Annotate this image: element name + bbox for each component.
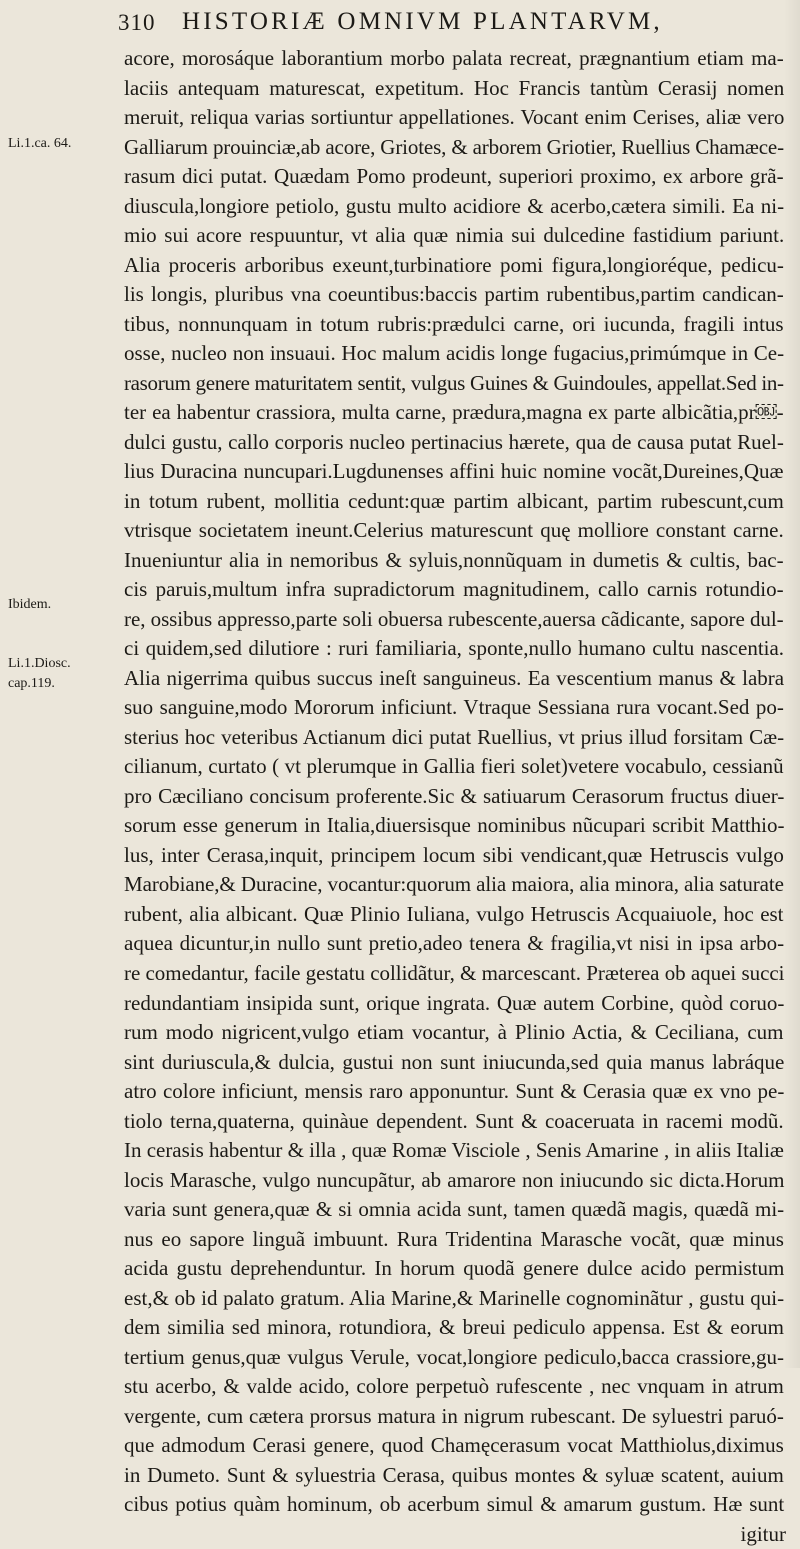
text-line: sorum esse generum in Italia,diuersisque nominibus nũcupari scribit Matthio- [124, 813, 785, 838]
text-line: sint duriusculа,& dulcia, gustui non sunt iniucunda,sed quia manus labráque [124, 1049, 785, 1074]
text-line: in totum rubent, mollitia cedunt:quæ partim albicant, partim rubescunt,cum [124, 488, 784, 513]
text-line: ter ea habentur crassiora, multa carne, prædura,magna ex parte albicãtia,pr￼- [124, 400, 784, 425]
text-line: tertium genus,quæ vulgus Verule, vocat,longiore pediculo,bacca crassiore,gu- [124, 1344, 785, 1369]
text-line: Marobiane,& Duracine, vocantur:quorum alia maiora, alia minora, alia saturate [124, 872, 784, 897]
text-line: In cerasis habentur & illa , quæ Romæ Visciole , Senis Amarine , in aliis Italiæ [124, 1138, 784, 1163]
text-line: meruit, reliqua varias sortiuntur appellationes. Vocant enim Cerises, aliæ vero [124, 105, 785, 130]
text-line: in Dumeto. Sunt & syluestria Cerasa, quibus montes & syluæ scatent, auium [124, 1462, 784, 1487]
text-line: Inueniuntur alia in nemoribus & syluis,nonnũquam in dumetis & cultis, bac- [124, 547, 784, 572]
text-line: aquea dicuntur,in nullo sunt pretio,adeo tenera & fragilia,vt nisi in ipsa arbo- [124, 931, 785, 956]
margin-note: Li.1.ca. 64. [8, 136, 72, 151]
text-line: igitur [740, 1521, 786, 1546]
text-line: atro colore inficiunt, mensis raro apponuntur. Sunt & Cerasia quæ ex vno pe- [124, 1079, 785, 1104]
text-line: Alia proceris arboribus exeunt,turbinatiore pomi figura,longioréque, pedicu- [124, 252, 784, 277]
text-line: cilianum, curtato ( vt plerumque in Gallia fieri solet)vetere vocabulo, cessianũ [124, 754, 784, 779]
text-line: dulci gustu, callo corporis nucleo pertinacius hærete, qua de causa putat Ruel- [124, 429, 784, 454]
text-line: ci quidem,sed dilutiore : ruri familiaria, sponte,nullo humano cultu nascentia. [124, 636, 785, 661]
text-line: mio sui acore respuuntur, vt alia quæ nimia sui dulcedine fastidium pariunt. [124, 223, 785, 248]
text-line: sterius hoc veteribus Actianum dici putat Ruellius, vt prius illud forsitam Cæ- [124, 724, 785, 749]
text-line: rasum dici putat. Quædam Pomo prodeunt, superiori proximo, ex arbore grã- [124, 164, 784, 189]
margin-notes [0, 0, 120, 1368]
text-line: Alia nigerrima quibus succus ineſt sanguineus. Ea vescentium manus & labra [124, 665, 785, 690]
running-title: HISTORIÆ OMNIVM PLANTARVM, [182, 8, 663, 35]
text-line: est,& ob id palato gratum. Alia Marine,& Marinelle cognominãtur , gustu qui- [124, 1285, 785, 1310]
text-line: tibus, nonnunquam in totum rubris:prædulci carne, ori iucunda, fragili intus [124, 311, 784, 336]
text-line: rum modo nigricent,vulgo etiam vocantur, à Plinio Actia, & Ceciliana, cum [124, 1020, 784, 1045]
text-line: nus eo sapore linguã imbuunt. Rura Tridentina Marasche vocãt, quæ minus [124, 1226, 784, 1251]
text-line: acore, morosáque laborantium morbo palata recreat, prægnantium etiam ma- [124, 46, 784, 70]
text-line: Galliarum prouinciæ,ab acore, Griotes, & arborem Griotier, Ruellius Chamæce- [124, 134, 784, 159]
text-line: lius Duracina nuncupari.Lugdunenses affini huic nomine vocãt,Dureines,Quæ [124, 459, 784, 484]
text-line: lis longis, pluribus vna coeuntibus:baccis partim rubentibus,partim candican- [124, 282, 784, 307]
text-line: rubent, alia albicant. Quæ Plinio Iuliana, vulgo Hetruscis Acquaiuole, hoc est [124, 901, 784, 926]
text-line: tiolo terna,quaterna, quinàue dependent. Sunt & coaceruata in racemi modũ. [124, 1108, 784, 1133]
text-line: diusculа,longiore petiolo, gustu multo acidiore & acerbo,cætera simili. Ea ni- [124, 193, 785, 218]
text-line: cibus potius quàm hominum, ob acerbum simul & amarum gustum. Hæ sunt [124, 1492, 785, 1517]
margin-note: Li.1.Diosc. [8, 656, 71, 671]
text-line: vtrisque societatem ineunt.Celerius maturescunt quę molliore constant carne. [124, 518, 784, 543]
margin-note: cap.119. [8, 676, 55, 691]
text-line: varia sunt genera,quæ & si omnia acida sunt, tamen quædã magis, quædã mi- [124, 1197, 785, 1222]
text-line: laciis antequam maturescat, expetitum. Hoc Francis tantùm Cerasij nomen [124, 75, 785, 100]
page-number: 310 [118, 10, 156, 35]
text-line: re comedantur, facile gestatu collidãtur, & marcescant. Præterea ob aquei succi [124, 960, 785, 985]
text-line: cis paruis,multum infra supradictorum magnitudinem, callo carnis rotundio- [124, 577, 784, 602]
page-edge [784, 0, 800, 1368]
text-line: redundantiam insipida sunt, orique ingrata. Quæ autem Corbine, quòd coruo- [124, 990, 785, 1015]
text-line: osse, nucleo non insuaui. Hoc malum acidis longe fugacius,primúmque in Ce- [124, 341, 785, 366]
text-line: stu acerbo, & valde acido, colore perpetuò rufescente , nec vnquam in atrum [124, 1374, 784, 1399]
body-text [124, 44, 786, 1549]
text-line: re, ossibus appresso,parte soli obuersa rubescente,auersa cãdicante, sapore dul- [124, 606, 784, 631]
text-line: acida gustu deprehenduntur. In horum quodã genere dulce acido permistum [124, 1256, 785, 1281]
text-line: vergente, cum cætera prorsus matura in nigrum rubescant. De syluestri paruó- [124, 1403, 784, 1428]
text-line: que admodum Cerasi genere, quod Chamęcerasum vocat Matthiolus,diximus [124, 1433, 784, 1458]
text-line: pro Cæciliano concisum proferente.Sic & satiuarum Cerasorum fructus diuer- [124, 783, 785, 808]
text-line: rasorum genere maturitatem sentit, vulgus Guines & Guindoules, appellat.Sed in- [124, 370, 784, 395]
text-line: locis Marasche, vulgo nuncupãtur, ab amarore non iniucundo sic dicta.Horum [124, 1167, 785, 1192]
text-line: suo sanguine,modo Mororum inficiunt. Vtraque Sessiana rura vocant.Sed po- [124, 695, 784, 720]
margin-note: Ibidem. [8, 597, 52, 612]
page-header [118, 6, 783, 46]
text-line: lus, inter Cerasa,inquit, principem locum sibi vendicant,quæ Hetruscis vulgo [124, 842, 784, 867]
text-line: dem similia sed minora, rotundiora, & breui pediculo appensa. Est & eorum [124, 1315, 785, 1340]
